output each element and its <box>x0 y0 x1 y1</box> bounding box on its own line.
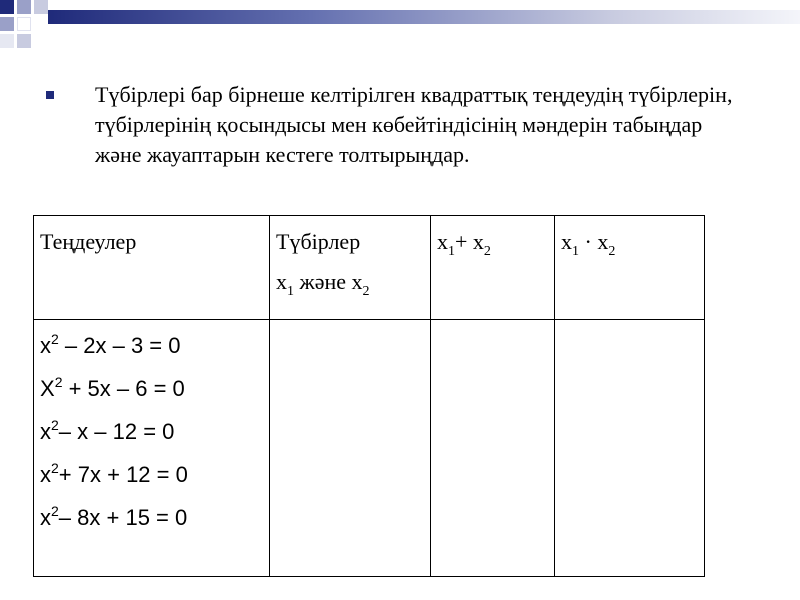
decor-square <box>17 17 31 31</box>
header-roots-vars <box>276 262 424 302</box>
equations-cell <box>34 320 270 577</box>
answer-table <box>33 215 705 577</box>
roots-answer-cell[interactable] <box>270 320 431 577</box>
prod-x1: x <box>561 229 572 254</box>
decor-square <box>34 0 48 14</box>
decor-square <box>0 34 14 48</box>
sum-x1: x <box>437 229 448 254</box>
equation-line: $x^2 - 2x - 3 = 0$ <box>40 331 181 358</box>
header-equations <box>34 216 270 320</box>
roots-sub1: 1 <box>287 284 294 299</box>
header-product <box>555 216 705 320</box>
task-text: Түбірлері бар бірнеше келтірілген квадраттық теңдеудің түбірлерін, түбірлерінің қосындысы мен көбейтіндісінің мәндерін табыңдар және жауаптарын кестеге толтырыңдар. <box>95 82 733 167</box>
table-body-row <box>34 320 705 577</box>
header-equations-label: Теңдеулер <box>40 229 137 254</box>
sum-answer-cell[interactable] <box>431 320 555 577</box>
decor-square <box>17 34 31 48</box>
header-sum <box>431 216 555 320</box>
equation-line: $x^2-$ 8x + 15 = 0 <box>40 503 188 530</box>
bullet-icon <box>46 91 54 99</box>
roots-sub2: 2 <box>362 284 370 299</box>
prod-sub2: 2 <box>608 244 616 259</box>
sum-plus: + x <box>455 229 484 254</box>
decor-square <box>0 0 14 14</box>
decor-square <box>17 0 31 14</box>
equation-line: $x^2+ 7x + 12 = 0$ <box>40 460 188 487</box>
header-roots <box>270 216 431 320</box>
title-bar-decoration <box>48 10 800 24</box>
sum-sub2: 2 <box>483 244 491 259</box>
sum-sub1: 1 <box>448 244 455 259</box>
table-header-row <box>34 216 705 320</box>
prod-dot: · x <box>579 229 609 254</box>
equation-line: $x^2-$ x – 12 = 0 <box>40 417 175 444</box>
roots-var1: x <box>276 269 287 294</box>
product-answer-cell[interactable] <box>555 320 705 577</box>
decor-square <box>0 17 14 31</box>
equation-line: $X^2 + 5x - 6 = 0$ <box>40 374 185 401</box>
header-roots-title: Түбірлер <box>276 229 361 254</box>
prod-sub1: 1 <box>572 244 579 259</box>
roots-and: және x <box>294 269 363 294</box>
